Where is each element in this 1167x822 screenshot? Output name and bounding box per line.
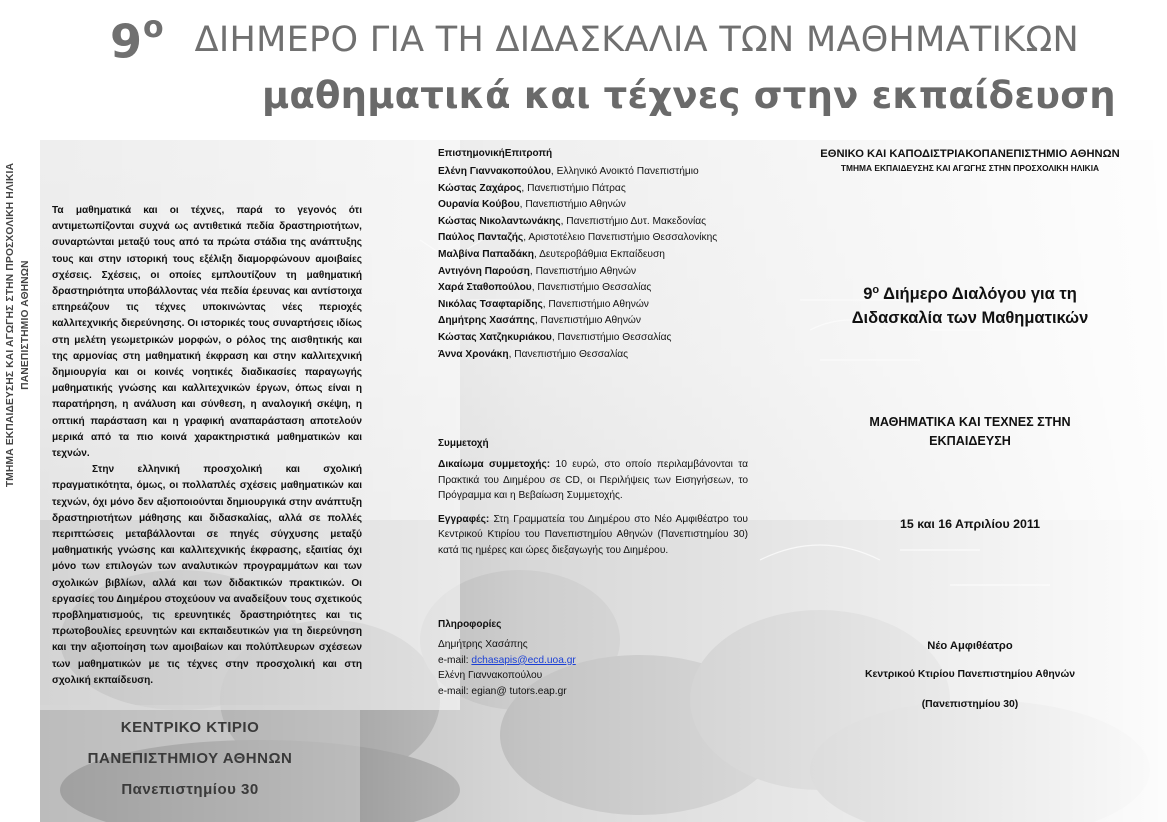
department-name: ΤΜΗΜΑ ΕΚΠΑΙΔΕΥΣΗΣ ΚΑΙ ΑΓΩΓΗΣ ΣΤΗΝ ΠΡΟΣΧΟΛΙΚΗ ΗΛΙΚΙΑ — [840, 163, 1100, 173]
participation-fee: Δικαίωμα συμμετοχής: 10 ευρώ, στο οποίο περιλαμβάνονται τα Πρακτικά του Διημέρου σε CD, οι Περιλήψεις των Εισηγήσεων, το Πρόγραμμα και η Βεβαίωση Συμμετοχής. — [438, 459, 748, 502]
committee-title: ΕπιστημονικήΕπιτροπή — [438, 148, 553, 159]
participation-registration: Εγγραφές: Στη Γραμματεία του Διημέρου στο Νέο Αμφιθέατρο του Κεντρικού Κτιρίου του Πανεπιστημίου Αθηνών (Πανεπιστημίου 30) κατά τις ημέρες και ώρες διεξαγωγής του Διημέρου. — [438, 513, 748, 556]
intro-paragraph-1: Τα μαθηματικά και οι τέχνες, παρά το γεγονός ότι αντιμετωπίζονται συχνά ως αντιθετικά πεδία δραστηριοτήτων, συναρτώνται μεταξύ τους από τα πρώτα στάδια της ανάπτυξης τους και στην ιστορική τους εξέλιξη διαμορφώνουν αμοιβαίες σχέσεις. Σχέσεις, οι οποίες εμπλουτίζουν τη μαθηματική δραστηριότητα υποβάλλοντας νέα πεδία έρευνας και αντίστοιχα επηρεάζουν τις τέχνες υποκινώντας νέες περιοχές καλλιτεχνικής διερεύνησης. Οι ιστορικές τους συναρτήσεις ιδίως στη μελέτη γεωμετρικών μορφών, ο ρόλος της αισθητικής και της αρμονίας στη μαθηματική έκφραση και στην καλλιτεχνική δημιουργία και οι κοινές νοητικές διαδικασίες παραγωγής μαθηματικής γνώσης και καλλιτεχνικών έργων, όπως είναι η παρατήρηση, η ανάλυση και σύνθεση, η αναλογική σκέψη, η οπτική παράσταση και η γραφική αναπαράσταση αποτελούν μερικά από τα πιο κοινά χαρακτηριστικά μαθηματικών και τεχνών. — [52, 205, 362, 460]
contact-email-2: e-mail: egian@ tutors.eap.gr — [438, 686, 567, 698]
vertical-department-label — [3, 105, 33, 545]
contact-name-2: Ελένη Γιαννακοπούλου — [438, 670, 543, 682]
committee-member: Άννα Χρονάκη, Πανεπιστήμιο Θεσσαλίας — [438, 348, 629, 360]
committee-member: Κώστας Ζαχάρος, Πανεπιστήμιο Πάτρας — [438, 182, 626, 194]
building-label — [40, 712, 340, 805]
intro-paragraph-2: Στην ελληνική προσχολική και σχολική πραγματικότητα, όμως, οι πολλαπλές σχέσεις μαθηματικών και τεχνών, όχι μόνο δεν αξιοποιούνται δημιουργικά στην ανάπτυξη δραστηριοτήτων μάθησης και διδασκαλίας, αλλά σε πολλές περιπτώσεις μεταβάλλονται σε πηγές σύγχυσης μεταξύ μαθηματικής γνώσης και καλλιτεχνικής έκφρασης, εξαιτίας όχι μόνο των επιλογών των αναλυτικών προγραμμάτων και των σχολικών βιβλίων, αλλά και των διδακτικών πρακτικών. Οι εργασίες του Διημέρου στοχεύουν να αναδείξουν τους σχετικούς προβληματισμούς, τις ερευνητικές δραστηριότητες και τις πρωτοβουλίες ερευνητών και εκπαιδευτικών για τη διερεύνηση και την αξιοποίηση των αμοιβαίων και πολύπλευρων σχέσεων των μαθηματικών με τις τέχνες στην προσχολική και στη σχολική εκπαίδευση. — [52, 464, 362, 686]
venue-hall: Νέο Αμφιθέατρο — [927, 640, 1013, 652]
committee-section — [438, 148, 748, 363]
contact-name-1: Δημήτρης Χασάπης — [438, 638, 528, 650]
committee-member: Νικόλας Τσαφταρίδης, Πανεπιστήμιο Αθηνών — [438, 298, 649, 310]
committee-list — [438, 164, 748, 363]
building-line2: ΠΑΝΕΠΙΣΤΗΜΙΟΥ ΑΘΗΝΩΝ — [87, 750, 293, 767]
committee-member: Παύλος Πανταζής, Αριστοτέλειο Πανεπιστήμιο Θεσσαλονίκης — [438, 232, 718, 244]
university-name: ΕΘΝΙΚΟ ΚΑΙ ΚΑΠΟΔΙΣΤΡΙΑΚΟΠΑΝΕΠΙΣΤΗΜΙΟ ΑΘΗΝΩΝ — [820, 148, 1120, 160]
venue-building: Κεντρικού Κτιρίου Πανεπιστημίου Αθηνών — [865, 669, 1075, 680]
header-title: ΔΙΗΜΕΡΟ ΓΙΑ ΤΗ ΔΙΔΑΣΚΑΛΙΑ ΤΩΝ ΜΑΘΗΜΑΤΙΚΩΝ — [194, 20, 1079, 60]
event-venue — [790, 637, 1150, 713]
committee-member: Κώστας Νικολαντωνάκης, Πανεπιστήμιο Δυτ. Μακεδονίας — [438, 215, 707, 227]
intro-text — [52, 203, 362, 689]
header-line1 — [110, 10, 1079, 74]
vertical-line1: ΤΜΗΜΑ ΕΚΠΑΙΔΕΥΣΗΣ ΚΑΙ ΑΓΩΓΗΣ ΣΤΗΝ ΠΡΟΣΧΟΛΙΚΗ ΗΛΙΚΙΑ — [5, 162, 16, 488]
info-title: Πληροφορίες — [438, 619, 502, 630]
contact-email-1: e-mail: dchasapis@ecd.uoa.gr — [438, 654, 576, 666]
vertical-line2: ΠΑΝΕΠΙΣΤΗΜΙΟ ΑΘΗΝΩΝ — [20, 260, 31, 390]
participation-section — [438, 438, 748, 559]
event-theme: ΜΑΘΗΜΑΤΙΚΑ ΚΑΙ ΤΕΧΝΕΣ ΣΤΗΝ ΕΚΠΑΙΔΕΥΣΗ — [869, 415, 1071, 448]
committee-member: Κώστας Χατζηκυριάκου, Πανεπιστήμιο Θεσσαλίας — [438, 331, 672, 343]
header-subtitle: μαθηματικά και τέχνες στην εκπαίδευση — [262, 74, 1116, 117]
venue-address: (Πανεπιστημίου 30) — [921, 699, 1019, 710]
committee-member: Αντιγόνη Παρούση, Πανεπιστήμιο Αθηνών — [438, 265, 637, 277]
email-link[interactable]: dchasapis@ecd.uoa.gr — [471, 654, 576, 666]
event-dates: 15 και 16 Απριλίου 2011 — [900, 517, 1040, 531]
committee-member: Δημήτρης Χασάπης, Πανεπιστήμιο Αθηνών — [438, 315, 641, 327]
committee-member: Μαλβίνα Παπαδάκη, Δευτεροβάθμια Εκπαίδευση — [438, 248, 665, 260]
committee-member: Ελένη Γιαννακοπούλου, Ελληνικό Ανοικτό Πανεπιστήμιο — [438, 166, 699, 177]
event-title: $9^o$ Διήμερο Διαλόγου για τη Διδασκαλία των Μαθηματικών — [851, 284, 1089, 327]
committee-member: Χαρά Σταθοπούλου, Πανεπιστήμιο Θεσσαλίας — [438, 282, 652, 294]
participation-title: Συμμετοχή — [438, 438, 489, 449]
header-number: 9$^o$ — [110, 10, 165, 69]
organizer-block — [790, 148, 1150, 173]
building-line3: Πανεπιστημίου 30 — [121, 781, 259, 798]
info-section — [438, 617, 748, 700]
building-line1: ΚΕΝΤΡΙΚΟ ΚΤΙΡΙΟ — [120, 719, 260, 736]
committee-member: Ουρανία Κούβου, Πανεπιστήμιο Αθηνών — [438, 199, 626, 211]
